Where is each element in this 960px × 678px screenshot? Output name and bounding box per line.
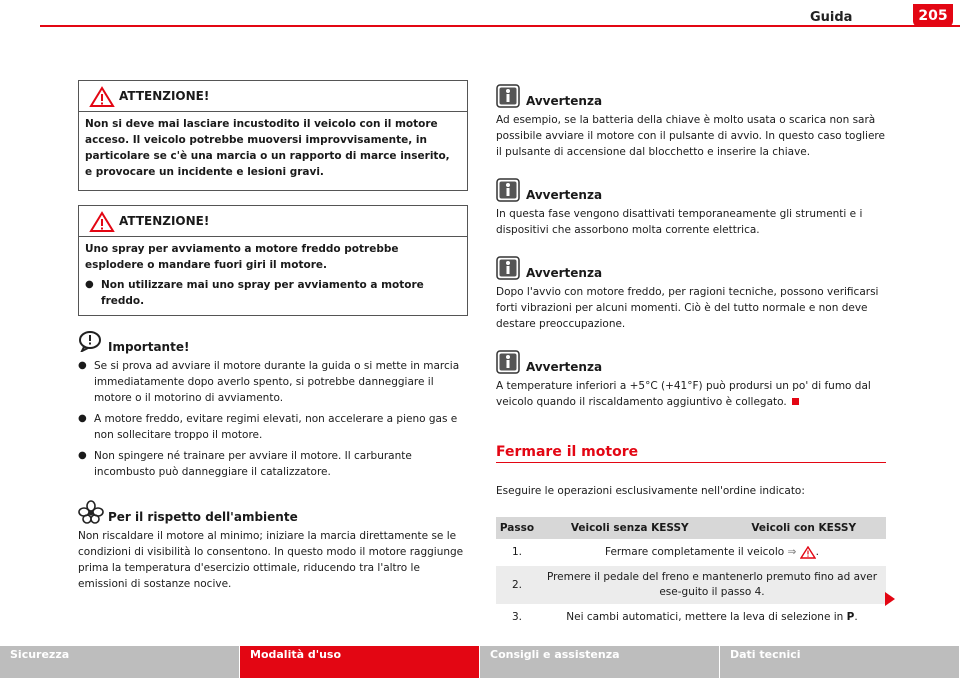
step-cell bbox=[538, 606, 886, 629]
important-bullet bbox=[78, 358, 468, 406]
steps-table bbox=[496, 515, 886, 631]
important-bullet bbox=[78, 448, 468, 480]
note-header bbox=[496, 84, 886, 110]
important-exclamation-icon bbox=[78, 330, 102, 352]
important-bullet bbox=[78, 411, 468, 443]
note-title: Avvertenza bbox=[526, 188, 603, 202]
section-end-square-icon bbox=[792, 398, 799, 405]
left-column bbox=[78, 80, 468, 592]
important-header bbox=[78, 330, 468, 356]
column-header: Passo bbox=[496, 517, 538, 539]
table-row bbox=[496, 566, 886, 604]
warning-title: ATTENZIONE! bbox=[119, 214, 210, 228]
table-header-row bbox=[496, 517, 886, 539]
flower-environment-icon bbox=[78, 500, 104, 524]
footer-nav bbox=[0, 646, 960, 678]
table-row bbox=[496, 541, 886, 564]
section-intro: Eseguire le operazioni esclusivamente nell'ordine indicato: bbox=[496, 485, 805, 497]
right-column bbox=[496, 80, 886, 631]
warning-bullet bbox=[85, 277, 459, 309]
footer-tab-sicurezza[interactable]: Sicurezza bbox=[0, 646, 240, 678]
bullet-text: Non utilizzare mai uno spray per avviamento a motore freddo. bbox=[101, 279, 424, 307]
note-header bbox=[496, 350, 886, 376]
step-suffix: . bbox=[854, 611, 858, 623]
note-title: Avvertenza bbox=[526, 266, 603, 280]
bullet-text: Se si prova ad avviare il motore durante la guida o si mette in marcia immediatamente dopo averlo spento, si potrebbe danneggiare il motore o il motorino di avviamento. bbox=[94, 360, 460, 404]
info-note-icon bbox=[496, 350, 520, 374]
bullet-dot-icon: ● bbox=[85, 279, 94, 290]
column-header: Veicoli con KESSY bbox=[721, 517, 886, 539]
footer-tab-dati-tecnici[interactable]: Dati tecnici bbox=[720, 646, 960, 678]
bullet-dot-icon: ● bbox=[78, 413, 87, 424]
bullet-text: Non spingere né trainare per avviare il motore. Il carburante incombusto può danneggiare il catalizzatore. bbox=[94, 450, 412, 478]
section-heading: Fermare il motore bbox=[496, 444, 886, 463]
environment-header bbox=[78, 500, 468, 526]
step-number: 3. bbox=[496, 606, 538, 629]
bullet-dot-icon: ● bbox=[78, 450, 87, 461]
header-rule bbox=[40, 25, 960, 27]
info-note-icon bbox=[496, 84, 520, 108]
warning-triangle-icon bbox=[89, 211, 115, 233]
step-text: Nei cambi automatici, mettere la leva di selezione in bbox=[566, 611, 844, 623]
environment-text: Non riscaldare il motore al minimo; iniziare la marcia direttamente se le condizioni di visibilità lo consentono. In questo modo il motore raggiunge prima la temperatura d'esercizio ottimale, riducendo tra l'altro le emissioni di sostanze nocive. bbox=[78, 530, 464, 590]
footer-tab-modalita-uso[interactable]: Modalità d'uso bbox=[240, 646, 480, 678]
warning-header bbox=[79, 81, 467, 112]
step-text: Premere il pedale del freno e mantenerlo premuto fino ad aver ese-guito il passo 4. bbox=[538, 566, 886, 604]
note-text: In questa fase vengono disattivati temporaneamente gli strumenti e i dispositivi che assorbono molta corrente elettrica. bbox=[496, 208, 863, 236]
step-cell: Fermare completamente il veicolo ⇒ . bbox=[538, 541, 886, 564]
warning-body bbox=[79, 112, 467, 190]
warning-box-2 bbox=[78, 205, 468, 316]
note-title: Avvertenza bbox=[526, 360, 603, 374]
note-header bbox=[496, 256, 886, 282]
note-title: Avvertenza bbox=[526, 94, 603, 108]
info-note-icon bbox=[496, 178, 520, 202]
footer-tab-consigli-assistenza[interactable]: Consigli e assistenza bbox=[480, 646, 720, 678]
note-text: Ad esempio, se la batteria della chiave è molto usata o scarica non sarà possibile avviare il motore con il pulsante di avvio. In questo caso togliere il pulsante di accensione dal blocchetto e inserire la chiave. bbox=[496, 114, 885, 158]
warning-box-1 bbox=[78, 80, 468, 191]
important-title: Importante! bbox=[108, 340, 190, 354]
important-body bbox=[78, 358, 468, 480]
step-number: 2. bbox=[496, 566, 538, 604]
reference-arrow: ⇒ bbox=[787, 546, 797, 558]
step-number: 1. bbox=[496, 541, 538, 564]
note-text: Dopo l'avvio con motore freddo, per ragioni tecniche, possono verificarsi forti vibrazioni per alcuni momenti. Ciò è del tutto normale e non deve destare preoccupazione. bbox=[496, 286, 879, 330]
column-header: Veicoli senza KESSY bbox=[538, 517, 721, 539]
bullet-text: A motore freddo, evitare regimi elevati, non accelerare a pieno gas e non sollecitare troppo il motore. bbox=[94, 413, 458, 441]
warning-triangle-icon[interactable] bbox=[800, 546, 816, 559]
page-number: 205 bbox=[913, 4, 953, 27]
step-text: Fermare completamente il veicolo bbox=[604, 546, 785, 558]
environment-title: Per il rispetto dell'ambiente bbox=[108, 510, 298, 524]
warning-triangle-icon bbox=[89, 86, 115, 108]
table-row bbox=[496, 606, 886, 629]
page-title: Guida bbox=[810, 10, 853, 25]
info-note-icon bbox=[496, 256, 520, 280]
warning-header bbox=[79, 206, 467, 237]
next-page-arrow-icon[interactable] bbox=[885, 592, 895, 606]
warning-body bbox=[79, 237, 467, 315]
warning-text: Uno spray per avviamento a motore freddo potrebbe esplodere o mandare fuori giri il motore. bbox=[85, 243, 399, 271]
warning-title: ATTENZIONE! bbox=[119, 89, 210, 103]
bullet-dot-icon: ● bbox=[78, 360, 87, 371]
step-bold-value: P bbox=[846, 611, 855, 623]
note-header bbox=[496, 178, 886, 204]
warning-text: Non si deve mai lasciare incustodito il veicolo con il motore acceso. Il veicolo potrebbe muoversi improvvisamente, in particolare se c'è una marcia o un rapporto di marce inserito, e provocare un incidente e lesioni gravi. bbox=[85, 118, 450, 178]
note-text: A temperature inferiori a +5°C (+41°F) può prodursi un po' di fumo dal veicolo quando il riscaldamento aggiuntivo è collegato. bbox=[496, 380, 871, 408]
note-text-container bbox=[496, 378, 886, 410]
